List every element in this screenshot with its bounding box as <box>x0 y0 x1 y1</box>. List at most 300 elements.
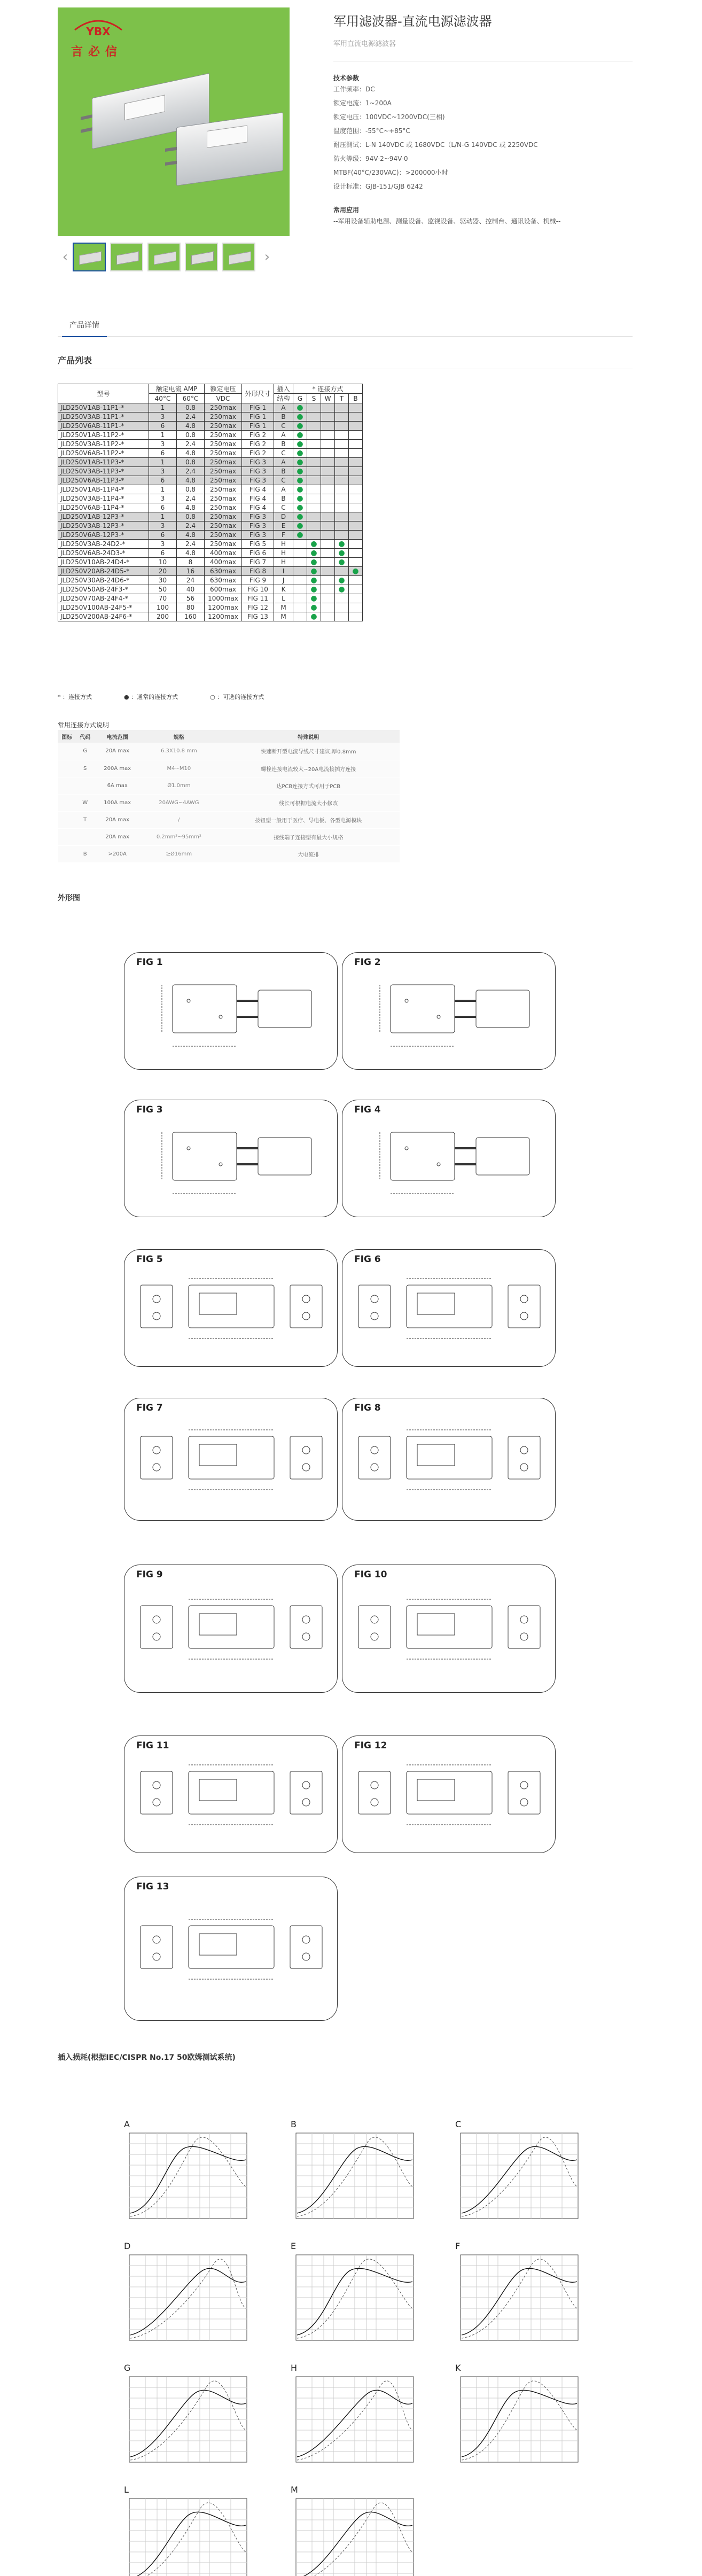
cell-outline: FIG 11 <box>242 594 274 603</box>
cell-connection <box>307 485 321 494</box>
curve-plot <box>455 2250 583 2347</box>
cell-connection <box>349 612 363 621</box>
cell-connection <box>321 422 335 431</box>
cell-voltage: 600max <box>205 585 242 594</box>
table-row <box>58 558 363 567</box>
cell-connection <box>293 413 307 422</box>
cell-connection <box>307 449 321 458</box>
cell-connection <box>321 612 335 621</box>
connection-cell: 100A max <box>94 794 141 811</box>
insertion-loss-curve <box>455 2241 583 2348</box>
cell-voltage: 250max <box>205 512 242 522</box>
spec-heading: 技术参数 <box>333 74 360 82</box>
dot-icon: ● <box>297 494 303 503</box>
cell-current-60c: 4.8 <box>177 449 205 458</box>
cell-connection <box>293 422 307 431</box>
cell-connection <box>293 431 307 440</box>
cell-outline: FIG 12 <box>242 603 274 612</box>
dot-icon: ● <box>310 594 317 603</box>
table-row <box>58 431 363 440</box>
cell-current-60c: 0.8 <box>177 485 205 494</box>
connection-cell: 6.3X10.8 mm <box>141 743 217 760</box>
outline-drawing <box>124 1250 338 1367</box>
cell-connection <box>321 558 335 567</box>
connection-cell: ≥Ø16mm <box>141 845 217 862</box>
cell-connection <box>349 594 363 603</box>
prev-arrow-icon[interactable]: ‹ <box>62 249 68 265</box>
col-t: T <box>335 394 349 403</box>
cell-current-60c: 2.4 <box>177 522 205 531</box>
figure-label: FIG 1 <box>136 957 163 968</box>
cell-current-40c: 200 <box>149 612 177 621</box>
cell-current-40c: 6 <box>149 422 177 431</box>
col-vdc: VDC <box>205 394 242 403</box>
figure-label: FIG 13 <box>136 1881 169 1892</box>
connection-cell: 20AWG~4AWG <box>141 794 217 811</box>
logo-text: 言必信 <box>71 45 122 59</box>
application-heading: 常用应用 <box>333 206 360 214</box>
table-row <box>58 585 363 594</box>
cell-connection <box>321 603 335 612</box>
dot-icon: ● <box>297 467 303 476</box>
cell-voltage: 400max <box>205 549 242 558</box>
figure-label: FIG 10 <box>354 1569 387 1580</box>
figure-label: FIG 12 <box>354 1740 387 1751</box>
cell-current-60c: 16 <box>177 567 205 576</box>
cell-structure: C <box>274 503 293 512</box>
cell-model: JLD250V1AB-12P3-* <box>58 512 149 522</box>
outline-drawing <box>124 1736 338 1853</box>
connection-cell <box>76 828 94 845</box>
logo-mark: YBX <box>86 25 111 38</box>
cell-model: JLD250V30AB-24D6-* <box>58 576 149 585</box>
cell-outline: FIG 6 <box>242 549 274 558</box>
connection-cell: M4~M10 <box>141 760 217 777</box>
cell-connection <box>293 449 307 458</box>
cell-current-40c: 1 <box>149 485 177 494</box>
cell-current-60c: 4.8 <box>177 476 205 485</box>
cell-connection <box>293 594 307 603</box>
col-s: S <box>307 394 321 403</box>
table-row <box>58 494 363 503</box>
dot-icon: ● <box>297 503 303 512</box>
thumbnail[interactable] <box>185 243 218 271</box>
cell-connection <box>321 585 335 594</box>
cell-connection <box>349 449 363 458</box>
product-title: 军用滤波器-直流电源滤波器 <box>333 14 492 29</box>
cell-connection <box>335 413 349 422</box>
cell-current-40c: 70 <box>149 594 177 603</box>
cell-structure: J <box>274 576 293 585</box>
curve-plot <box>455 2371 583 2469</box>
connection-table-title: 常用连接方式说明 <box>58 721 110 729</box>
cell-connection <box>349 576 363 585</box>
outline-figure <box>124 1736 338 1853</box>
dot-icon: ● <box>338 540 345 548</box>
cell-connection <box>349 494 363 503</box>
cell-connection <box>349 403 363 413</box>
dot-icon: ● <box>297 413 303 421</box>
figure-label: FIG 8 <box>354 1403 381 1413</box>
tab-product-detail[interactable]: 产品详情 <box>62 320 107 337</box>
cell-connection <box>335 567 349 576</box>
figure-label: FIG 9 <box>136 1569 163 1580</box>
table-legend <box>58 692 264 701</box>
cell-connection <box>307 603 321 612</box>
cell-voltage: 250max <box>205 476 242 485</box>
cell-outline: FIG 8 <box>242 567 274 576</box>
cell-structure: A <box>274 458 293 467</box>
cell-structure: M <box>274 612 293 621</box>
table-row <box>58 476 363 485</box>
table-row <box>58 531 363 540</box>
cell-connection <box>321 476 335 485</box>
thumbnail[interactable] <box>73 243 106 271</box>
cell-connection <box>321 531 335 540</box>
cell-voltage: 250max <box>205 458 242 467</box>
spec-line: 防火等级：94V-2~94V-0 <box>333 155 408 162</box>
table-row <box>58 440 363 449</box>
cell-connection <box>349 458 363 467</box>
cell-current-60c: 40 <box>177 585 205 594</box>
connection-row <box>58 794 400 811</box>
connection-row <box>58 811 400 828</box>
spec-list <box>333 82 633 193</box>
cell-connection <box>307 458 321 467</box>
thumbnail[interactable] <box>110 243 143 271</box>
cell-connection <box>335 458 349 467</box>
figure-label: FIG 5 <box>136 1254 163 1265</box>
cell-current-60c: 4.8 <box>177 531 205 540</box>
thumbnail[interactable] <box>147 243 181 271</box>
thumbnail[interactable] <box>222 243 255 271</box>
insertion-loss-curve <box>124 2119 252 2226</box>
cell-voltage: 250max <box>205 403 242 413</box>
col-rated-voltage: 额定电压 <box>205 384 242 394</box>
cell-connection <box>335 422 349 431</box>
spec-line: 温度范围：-55°C~+85°C <box>333 127 410 135</box>
cell-connection <box>349 585 363 594</box>
cell-voltage: 630max <box>205 576 242 585</box>
outline-figure <box>124 1398 338 1521</box>
cell-model: JLD250V6AB-11P1-* <box>58 422 149 431</box>
detail-tabbar <box>58 315 633 337</box>
cell-structure: B <box>274 440 293 449</box>
cell-connection <box>293 540 307 549</box>
legend-item: ● ：通常的连接方式 <box>124 694 178 701</box>
connection-cell: G <box>76 743 94 760</box>
cell-current-60c: 2.4 <box>177 440 205 449</box>
curve-plot <box>291 2493 419 2576</box>
cell-connection <box>293 567 307 576</box>
cell-connection <box>307 522 321 531</box>
connection-cell: 线长可根据电流大小修改 <box>217 794 400 811</box>
insertion-loss-curve <box>455 2363 583 2470</box>
cell-voltage: 250max <box>205 431 242 440</box>
cell-connection <box>335 494 349 503</box>
cell-structure: C <box>274 422 293 431</box>
col-outline: 外形尺寸 <box>242 384 274 403</box>
cell-current-60c: 4.8 <box>177 503 205 512</box>
col-w: W <box>321 394 335 403</box>
curve-label: D <box>124 2241 131 2251</box>
cell-voltage: 630max <box>205 567 242 576</box>
cell-structure: L <box>274 594 293 603</box>
dot-icon: ● <box>338 576 345 585</box>
insertion-loss-curve <box>124 2241 252 2348</box>
cell-current-40c: 100 <box>149 603 177 612</box>
cell-connection <box>293 549 307 558</box>
insertion-loss-curve <box>291 2363 419 2470</box>
cell-outline: FIG 4 <box>242 485 274 494</box>
cell-connection <box>307 431 321 440</box>
dot-icon: ● <box>338 549 345 557</box>
table-row <box>58 540 363 549</box>
dot-icon: ● <box>310 558 317 566</box>
cell-connection <box>307 467 321 476</box>
connection-cell: 20A max <box>94 811 141 828</box>
table-row <box>58 594 363 603</box>
section-title-outline: 外形图 <box>58 894 80 902</box>
product-subtitle: 军用直流电源滤波器 <box>333 38 633 61</box>
cell-voltage: 1200max <box>205 612 242 621</box>
cell-current-40c: 50 <box>149 585 177 594</box>
cell-connection <box>293 522 307 531</box>
cell-structure: K <box>274 585 293 594</box>
cell-structure: C <box>274 476 293 485</box>
dot-icon: ● <box>310 567 317 575</box>
col-structure: 结构 <box>274 394 293 403</box>
outline-drawing <box>124 1398 338 1521</box>
product-table <box>58 384 363 621</box>
cell-structure: B <box>274 494 293 503</box>
cell-current-40c: 3 <box>149 440 177 449</box>
dot-icon: ● <box>297 522 303 530</box>
cell-connection <box>293 503 307 512</box>
outline-drawing <box>342 953 556 1070</box>
curve-plot <box>124 2371 252 2469</box>
cell-current-40c: 1 <box>149 512 177 522</box>
dot-icon: ● <box>310 549 317 557</box>
cell-outline: FIG 3 <box>242 458 274 467</box>
curve-plot <box>291 2250 419 2347</box>
cell-model: JLD250V6AB-12P3-* <box>58 531 149 540</box>
insertion-loss-curve <box>455 2119 583 2226</box>
table-row <box>58 522 363 531</box>
cell-voltage: 1200max <box>205 603 242 612</box>
connection-cell: 6A max <box>94 777 141 794</box>
outline-figure <box>124 1565 338 1693</box>
spec-line: 工作频率：DC <box>333 85 375 93</box>
figure-label: FIG 4 <box>354 1104 381 1115</box>
curve-plot <box>124 2493 252 2576</box>
cell-connection <box>335 612 349 621</box>
cell-connection <box>321 540 335 549</box>
curve-plot <box>291 2371 419 2469</box>
cell-connection <box>335 476 349 485</box>
connection-cell <box>58 760 76 777</box>
connection-cell <box>76 777 94 794</box>
connection-cell: 200A max <box>94 760 141 777</box>
section-title-product-list: 产品列表 <box>58 355 92 365</box>
cell-connection <box>349 603 363 612</box>
cell-current-60c: 0.8 <box>177 458 205 467</box>
cell-current-40c: 6 <box>149 449 177 458</box>
outline-drawing <box>124 1877 338 2021</box>
cell-connection <box>335 403 349 413</box>
cell-voltage: 250max <box>205 440 242 449</box>
cell-connection <box>321 440 335 449</box>
outline-drawing <box>342 1250 556 1367</box>
table-row <box>58 603 363 612</box>
connection-cell: 0.2mm²~95mm² <box>141 828 217 845</box>
connection-row <box>58 828 400 845</box>
cell-voltage: 250max <box>205 422 242 431</box>
cell-connection <box>293 603 307 612</box>
cell-model: JLD250V1AB-11P3-* <box>58 458 149 467</box>
cell-connection <box>335 467 349 476</box>
cell-structure: H <box>274 540 293 549</box>
logo-mark-icon <box>73 14 124 40</box>
cell-voltage: 250max <box>205 531 242 540</box>
cell-voltage: 250max <box>205 449 242 458</box>
connection-cell <box>58 777 76 794</box>
cell-current-40c: 1 <box>149 403 177 413</box>
cell-connection <box>349 476 363 485</box>
curve-label: L <box>124 2485 129 2495</box>
cell-connection <box>349 431 363 440</box>
cell-connection <box>349 440 363 449</box>
cell-outline: FIG 1 <box>242 422 274 431</box>
cell-outline: FIG 3 <box>242 512 274 522</box>
connection-cell <box>58 811 76 828</box>
cell-connection <box>293 485 307 494</box>
table-row <box>58 576 363 585</box>
cell-connection <box>293 440 307 449</box>
cell-model: JLD250V70AB-24F4-* <box>58 594 149 603</box>
cell-model: JLD250V100AB-24F5-* <box>58 603 149 612</box>
cell-outline: FIG 10 <box>242 585 274 594</box>
dot-icon: ● <box>310 612 317 621</box>
cell-outline: FIG 9 <box>242 576 274 585</box>
cell-connection <box>293 531 307 540</box>
cell-voltage: 250max <box>205 485 242 494</box>
cell-structure: B <box>274 467 293 476</box>
insertion-loss-curve <box>291 2119 419 2226</box>
dot-icon: ● <box>297 458 303 466</box>
cell-outline: FIG 13 <box>242 612 274 621</box>
dot-icon: ● <box>297 512 303 521</box>
dot-icon: ● <box>297 476 303 485</box>
curve-plot <box>291 2128 419 2225</box>
cell-model: JLD250V1AB-11P2-* <box>58 431 149 440</box>
connection-cell: 大电流排 <box>217 845 400 862</box>
cell-structure: E <box>274 522 293 531</box>
table-row <box>58 512 363 522</box>
cell-current-40c: 3 <box>149 413 177 422</box>
connection-table <box>58 730 400 863</box>
cell-connection <box>349 413 363 422</box>
cell-structure: A <box>274 431 293 440</box>
cell-model: JLD250V200AB-24F6-* <box>58 612 149 621</box>
connection-row <box>58 845 400 862</box>
cell-voltage: 250max <box>205 540 242 549</box>
cell-connection <box>307 422 321 431</box>
cell-connection <box>335 512 349 522</box>
dot-icon: ● <box>297 403 303 412</box>
cell-structure: H <box>274 549 293 558</box>
curve-plot <box>124 2250 252 2347</box>
connection-col-header: 电流范围 <box>94 730 141 743</box>
dot-icon: ● <box>297 422 303 430</box>
connection-cell <box>58 743 76 760</box>
cell-connection <box>335 440 349 449</box>
cell-current-40c: 1 <box>149 458 177 467</box>
product-main-image[interactable] <box>58 7 290 236</box>
cell-model: JLD250V50AB-24F3-* <box>58 585 149 594</box>
cell-connection <box>321 458 335 467</box>
cell-current-60c: 0.8 <box>177 512 205 522</box>
connection-cell: 20A max <box>94 743 141 760</box>
cell-connection <box>293 494 307 503</box>
cell-connection <box>307 576 321 585</box>
cell-current-40c: 30 <box>149 576 177 585</box>
cell-current-60c: 0.8 <box>177 403 205 413</box>
connection-cell: 达PCB连接方式可用于PCB <box>217 777 400 794</box>
cell-connection <box>307 585 321 594</box>
dot-icon: ● <box>297 440 303 448</box>
outline-drawing <box>342 1100 556 1217</box>
cell-model: JLD250V6AB-11P2-* <box>58 449 149 458</box>
connection-cell: / <box>141 811 217 828</box>
cell-connection <box>307 476 321 485</box>
cell-connection <box>307 594 321 603</box>
insertion-loss-curve <box>124 2363 252 2470</box>
spec-line: MTBF(40°C/230VAC)：>200000小时 <box>333 169 448 176</box>
dot-icon: ● <box>297 531 303 539</box>
cell-connection <box>307 540 321 549</box>
spec-line: 额定电流：1~200A <box>333 99 392 107</box>
cell-connection <box>293 476 307 485</box>
cell-connection <box>335 576 349 585</box>
cell-current-40c: 3 <box>149 540 177 549</box>
cell-connection <box>307 413 321 422</box>
cell-structure: A <box>274 485 293 494</box>
outline-drawing <box>342 1736 556 1853</box>
dot-icon: ● <box>352 567 359 575</box>
table-row <box>58 458 363 467</box>
cell-connection <box>321 431 335 440</box>
col-60c: 60°C <box>177 394 205 403</box>
curve-label: B <box>291 2119 297 2129</box>
cell-current-60c: 2.4 <box>177 494 205 503</box>
cell-voltage: 250max <box>205 522 242 531</box>
next-arrow-icon[interactable]: › <box>264 249 270 265</box>
dot-icon: ● <box>297 449 303 457</box>
cell-connection <box>335 549 349 558</box>
table-row <box>58 485 363 494</box>
outline-figure <box>342 1100 556 1217</box>
cell-connection <box>321 576 335 585</box>
cell-current-40c: 10 <box>149 558 177 567</box>
curve-label: M <box>291 2485 298 2495</box>
connection-cell <box>58 845 76 862</box>
cell-current-40c: 6 <box>149 549 177 558</box>
outline-figure <box>124 1877 338 2021</box>
cell-current-40c: 6 <box>149 503 177 512</box>
cell-structure: D <box>274 512 293 522</box>
cell-connection <box>335 585 349 594</box>
